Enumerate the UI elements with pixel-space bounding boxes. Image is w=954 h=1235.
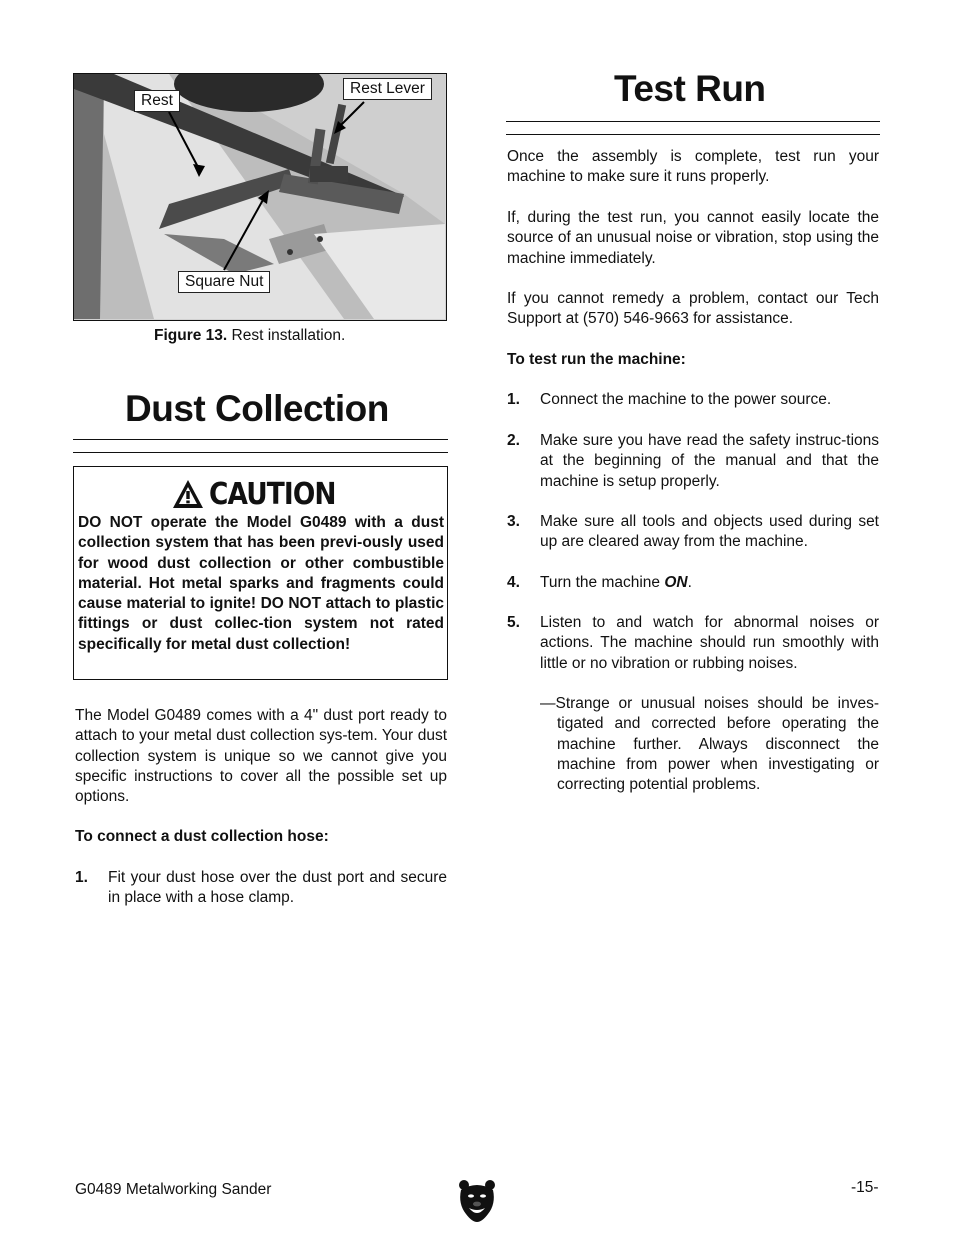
test-paragraph-1: Once the assembly is complete, test run your machine to make sure it runs properly. bbox=[507, 148, 879, 186]
step-text: Make sure you have read the safety instruc-tions at the beginning of the manual and that the machine is setup properly. bbox=[540, 432, 879, 490]
dust-collection-heading: Dust Collection bbox=[125, 388, 389, 429]
test-heading-rule-top bbox=[506, 121, 880, 122]
caution-box bbox=[73, 466, 448, 680]
step-number: 2. bbox=[507, 432, 520, 449]
step-text: Make sure all tools and objects used during set up are cleared away from the machine. bbox=[540, 513, 879, 551]
figure-caption-text: Rest installation. bbox=[227, 327, 346, 344]
warning-triangle-icon bbox=[171, 478, 205, 510]
heading-rule-top bbox=[73, 439, 448, 440]
step-text: Connect the machine to the power source. bbox=[540, 391, 832, 408]
test-step-1 bbox=[507, 390, 879, 412]
dust-intro-paragraph: The Model G0489 comes with a 4" dust port ready to attach to your metal dust collection sys-tem. Your dust collection system is unique so we cannot give you specific instructions to cover all the possible set up options. bbox=[75, 707, 447, 806]
step-text: Listen to and watch for abnormal noises or actions. The machine should run smoothly with little or no vibration or rubbing noises. bbox=[540, 614, 879, 672]
test-paragraph-3: If you cannot remedy a problem, contact our Tech Support at (570) 546-9663 for assistance. bbox=[507, 290, 879, 328]
callout-rest: Rest bbox=[134, 90, 180, 112]
step-number: 3. bbox=[507, 513, 520, 530]
figure-caption-label: Figure 13. bbox=[154, 327, 228, 344]
test-paragraph-2: If, during the test run, you cannot easily locate the source of an unusual noise or vibration, stop using the machine immediately. bbox=[507, 209, 879, 267]
step-text-after: . bbox=[687, 574, 692, 591]
figure-13-photo bbox=[73, 73, 447, 321]
callout-square-nut: Square Nut bbox=[178, 271, 270, 293]
test-step-3 bbox=[507, 512, 879, 554]
bear-head-logo-icon bbox=[458, 1178, 496, 1227]
step-number: 5. bbox=[507, 614, 520, 631]
test-heading-rule-bottom bbox=[506, 134, 880, 135]
on-emphasis: ON bbox=[664, 574, 688, 591]
step-text bbox=[540, 573, 879, 593]
step-text: Fit your dust hose over the dust port and secure in place with a hose clamp. bbox=[108, 869, 447, 907]
callout-rest-lever: Rest Lever bbox=[343, 78, 432, 100]
step-number: 4. bbox=[507, 574, 520, 591]
dust-step-1 bbox=[75, 868, 447, 912]
caution-heading: CAUTION bbox=[209, 476, 336, 512]
test-step-2 bbox=[507, 431, 879, 493]
caution-header bbox=[171, 477, 353, 511]
test-step-4 bbox=[507, 573, 879, 595]
test-procedure-title: To test run the machine: bbox=[507, 351, 686, 368]
heading-rule-bottom bbox=[73, 452, 448, 453]
figure-caption bbox=[154, 327, 345, 345]
test-note: —Strange or unusual noises should be inves-tigated and corrected before operating the machine further. Always disconnect the machine from power when investigating or correcting potential problems. bbox=[540, 695, 879, 794]
test-step-5 bbox=[507, 613, 879, 675]
step-number: 1. bbox=[75, 869, 88, 886]
page-number: -15- bbox=[851, 1179, 879, 1196]
test-run-heading: Test Run bbox=[614, 68, 766, 109]
caution-text: DO NOT operate the Model G0489 with a dust collection system that has been previ-ously used for wood dust collection or other combustible material. Hot metal sparks and fragments could cause material to ignite! DO NOT attach to plastic fittings or dust collec-tion system not rated specifically for metal dust collection! bbox=[78, 514, 444, 653]
step-number: 1. bbox=[507, 391, 520, 408]
step-text-before: Turn the machine bbox=[540, 574, 665, 591]
footer-title: G0489 Metalworking Sander bbox=[75, 1181, 272, 1198]
dust-procedure-title: To connect a dust collection hose: bbox=[75, 828, 329, 845]
